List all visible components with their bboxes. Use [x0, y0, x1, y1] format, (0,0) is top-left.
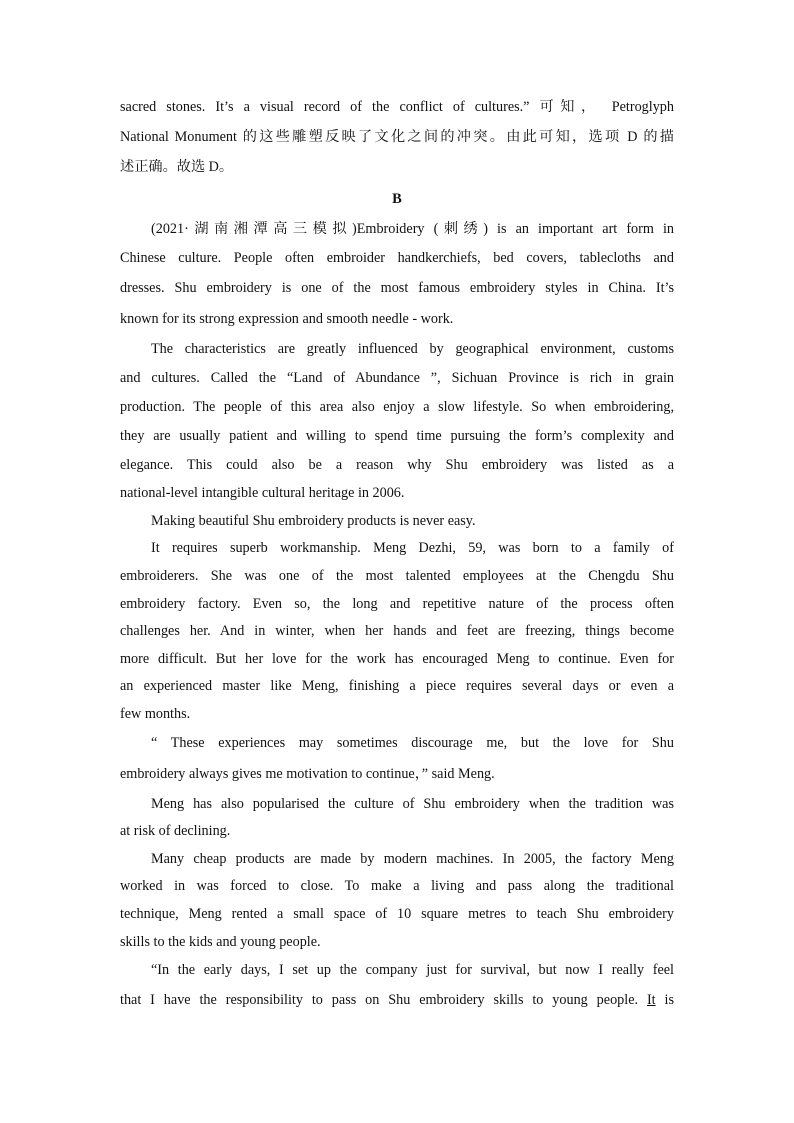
text-fragment: is — [655, 992, 674, 1008]
text-line: they are usually patient and willing to spend time pursuing the form’s complexity and — [120, 428, 674, 444]
text-line: and cultures. Called the “Land of Abundance ”, Sichuan Province is rich in grain — [120, 370, 674, 386]
text-line: The characteristics are greatly influenced by geographical environment, customs — [151, 341, 674, 357]
text-line: Many cheap products are made by modern machines. In 2005, the factory Meng — [151, 851, 674, 867]
text-line: elegance. This could also be a reason why Shu embroidery was listed as a — [120, 457, 674, 473]
text-line: dresses. Shu embroidery is one of the most famous embroidery styles in China. It’s — [120, 280, 674, 296]
text-line: production. The people of this area also enjoy a slow lifestyle. So when embroidering, — [120, 399, 674, 415]
text-line: national-level intangible cultural heritage in 2006. — [120, 485, 405, 501]
text-line: 述正确。故选 D。 — [120, 159, 234, 175]
text-line: worked in was forced to close. To make a living and pass along the traditional — [120, 878, 674, 894]
section-heading: B — [392, 191, 402, 207]
text-line: “ These experiences may sometimes discourage me, but the love for Shu — [151, 735, 674, 751]
text-line: more difficult. But her love for the work has encouraged Meng to continue. Even for — [120, 651, 674, 667]
text-line: known for its strong expression and smooth needle - work. — [120, 311, 454, 327]
text-line: Meng has also popularised the culture of Shu embroidery when the tradition was — [151, 796, 674, 812]
text-line: Making beautiful Shu embroidery products is never easy. — [151, 513, 476, 529]
text-line: National Monument 的这些雕塑反映了文化之间的冲突。由此可知，选项 D 的描 — [120, 129, 674, 145]
text-line: challenges her. And in winter, when her hands and feet are freezing, things become — [120, 623, 674, 639]
text-line: It requires superb workmanship. Meng Dezhi, 59, was born to a family of — [151, 540, 674, 556]
text-line: technique, Meng rented a small space of 10 square metres to teach Shu embroidery — [120, 906, 674, 922]
text-line: embroiderers. She was one of the most talented employees at the Chengdu Shu — [120, 568, 674, 584]
text-line: few months. — [120, 706, 191, 722]
text-line: sacred stones. It’s a visual record of the conflict of cultures.” 可知， Petroglyph — [120, 99, 674, 115]
underlined-word: It — [646, 992, 656, 1008]
text-line: an experienced master like Meng, finishing a piece requires several days or even a — [120, 678, 674, 694]
text-line: Chinese culture. People often embroider handkerchiefs, bed covers, tablecloths and — [120, 250, 674, 266]
text-line: skills to the kids and young people. — [120, 934, 321, 950]
text-fragment: that I have the responsibility to pass on Shu embroidery skills to young people. — [120, 992, 639, 1008]
text-line: embroidery factory. Even so, the long and repetitive nature of the process often — [120, 596, 674, 612]
text-line: embroidery always gives me motivation to continue，” said Meng. — [120, 766, 495, 782]
text-line: (2021·湖南湘潭高三模拟)Embroidery (刺绣) is an important art form in — [151, 221, 674, 237]
text-line: “In the early days, I set up the company just for survival, but now I really feel — [151, 962, 674, 978]
text-line: at risk of declining. — [120, 823, 231, 839]
text-line — [120, 991, 674, 1009]
